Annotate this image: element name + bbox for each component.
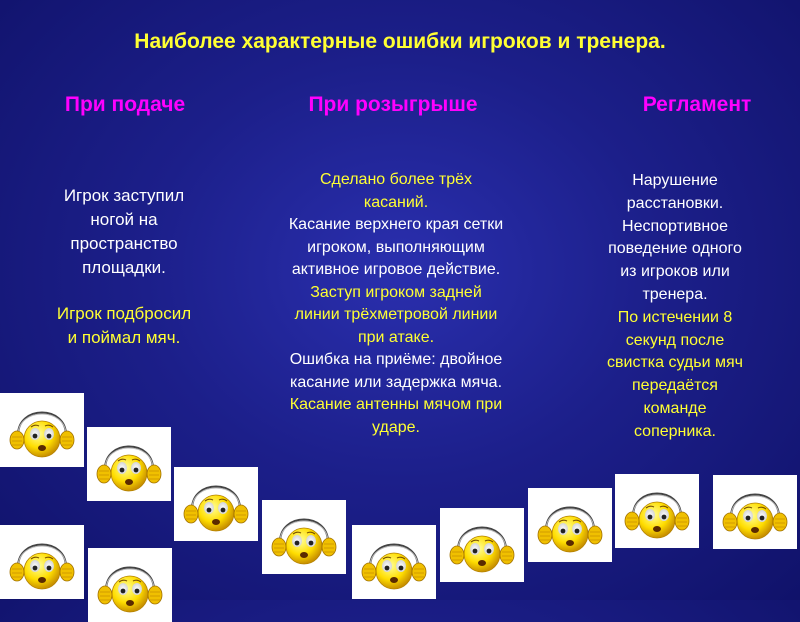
headphones-smiley-icon xyxy=(713,475,797,549)
text-line: Игрок заступил xyxy=(63,186,185,205)
text-line: передаётся xyxy=(632,377,718,395)
text-line: Нарушение xyxy=(632,172,718,189)
text-line: пространство xyxy=(70,234,178,253)
text-line: из игроков или xyxy=(620,263,730,281)
column-heading-rally: При розыгрыше xyxy=(308,93,478,116)
text-line: тренера. xyxy=(642,285,708,303)
text-line: и поймал мяч. xyxy=(67,328,181,347)
headphones-smiley-icon xyxy=(87,427,171,501)
text-line: ногой на xyxy=(90,210,158,229)
text-line: касаний. xyxy=(363,193,429,211)
headphones-smiley-icon xyxy=(88,548,172,622)
column-text-regulations xyxy=(580,170,770,444)
column-text-rally xyxy=(258,169,534,439)
headphones-smiley-icon xyxy=(262,500,346,574)
text-line: касание или задержка мяча. xyxy=(289,373,503,391)
headphones-smiley-icon xyxy=(528,488,612,562)
headphones-smiley-icon xyxy=(352,525,436,599)
text-line: Касание антенны мячом при xyxy=(289,396,503,413)
text-line: площадки. xyxy=(82,258,166,277)
text-line xyxy=(28,280,220,302)
column-text-serve xyxy=(28,184,220,350)
text-line: ударе. xyxy=(372,418,420,436)
text-line: при атаке. xyxy=(357,328,435,346)
text-line: Неспортивное xyxy=(622,217,728,235)
text-line: соперника. xyxy=(633,422,716,440)
headphones-smiley-icon xyxy=(440,508,524,582)
text-line: Заступ игроком задней xyxy=(310,283,482,301)
text-line: линии трёхметровой линии xyxy=(294,306,498,323)
slide-title: Наиболее характерные ошибки игроков и тренера. xyxy=(134,30,666,53)
headphones-smiley-icon xyxy=(174,467,258,541)
text-line: поведение одного xyxy=(608,240,742,258)
text-line: секунд после xyxy=(625,331,725,349)
text-line: Игрок подбросил xyxy=(56,304,192,323)
headphones-smiley-icon xyxy=(0,393,84,467)
text-line: По истечении 8 xyxy=(617,308,733,326)
text-line: расстановки. xyxy=(626,194,724,212)
headphones-smiley-icon xyxy=(0,525,84,599)
text-line: Ошибка на приёме: двойное xyxy=(289,351,503,368)
text-line: активное игровое действие. xyxy=(291,261,501,278)
text-line: Сделано более трёх xyxy=(319,171,473,188)
text-line: свистка судьи мяч xyxy=(607,354,743,372)
column-heading-regulations: Регламент xyxy=(642,93,752,116)
text-line: команде xyxy=(643,399,707,417)
headphones-smiley-icon xyxy=(615,474,699,548)
text-line: игроком, выполняющим xyxy=(307,238,485,256)
text-line: Касание верхнего края сетки xyxy=(288,216,504,233)
column-heading-serve: При подаче xyxy=(64,93,186,116)
